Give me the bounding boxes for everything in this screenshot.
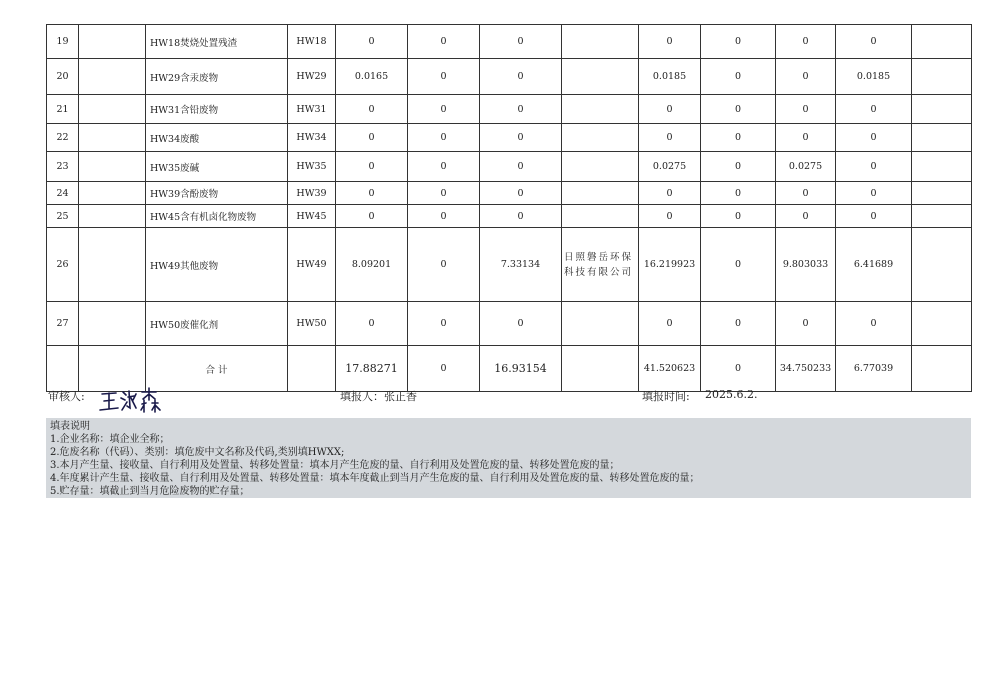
- disposal-company: [562, 25, 639, 59]
- empty-cell: [912, 182, 972, 205]
- row-index: 19: [47, 25, 79, 59]
- empty-cell: [79, 205, 146, 228]
- quantity-cell: 0: [776, 124, 836, 152]
- disposal-company: [562, 182, 639, 205]
- table-row: [47, 59, 972, 95]
- disposal-company: [562, 59, 639, 95]
- total-cell: 16.93154: [480, 346, 562, 392]
- instruction-line: 5.贮存量：填截止到当月危险废物的贮存量；: [50, 486, 250, 497]
- hazardous-waste-table: [46, 24, 972, 392]
- quantity-cell: 0: [836, 95, 912, 124]
- quantity-cell: 0: [336, 152, 408, 182]
- waste-code: HW18: [288, 25, 336, 59]
- quantity-cell: 0: [639, 205, 701, 228]
- quantity-cell: 16.219923: [639, 228, 701, 302]
- table-row: [47, 302, 972, 346]
- quantity-cell: 0: [701, 95, 776, 124]
- waste-name: HW18焚烧处置残渣: [146, 25, 288, 59]
- quantity-cell: 0.0185: [639, 59, 701, 95]
- waste-name: HW45含有机卤化物废物: [146, 205, 288, 228]
- quantity-cell: 0: [408, 25, 480, 59]
- quantity-cell: 0: [836, 182, 912, 205]
- row-index: 24: [47, 182, 79, 205]
- quantity-cell: 0: [776, 25, 836, 59]
- disposal-company: [562, 95, 639, 124]
- waste-name: HW34废酸: [146, 124, 288, 152]
- quantity-cell: 0: [408, 182, 480, 205]
- disposal-company: 日照磐岳环保科技有限公司: [562, 228, 639, 302]
- quantity-cell: 0: [480, 59, 562, 95]
- quantity-cell: 0: [639, 95, 701, 124]
- waste-code: HW35: [288, 152, 336, 182]
- waste-name: HW35废碱: [146, 152, 288, 182]
- quantity-cell: 0: [836, 205, 912, 228]
- waste-name: HW31含铅废物: [146, 95, 288, 124]
- empty-cell: [912, 95, 972, 124]
- quantity-cell: 0: [408, 228, 480, 302]
- filler: 填报人：张正香: [340, 390, 417, 403]
- disposal-company: [562, 124, 639, 152]
- quantity-cell: 0: [776, 205, 836, 228]
- table-row: [47, 228, 972, 302]
- empty-cell: [912, 124, 972, 152]
- row-index: 20: [47, 59, 79, 95]
- instruction-line: 4.年度累计产生量、接收量、自行利用及处置量、转移处置量：填本年度截止到当月产生危废的量、自行利用及处置危废的量、转移处置危废的量；: [50, 473, 700, 484]
- quantity-cell: 0: [336, 124, 408, 152]
- disposal-company: [562, 152, 639, 182]
- total-cell: 34.750233: [776, 346, 836, 392]
- instruction-line: 2.危废名称（代码）、类别：填危废中文名称及代码,类别填HWXX;: [50, 447, 345, 458]
- quantity-cell: 0: [480, 95, 562, 124]
- quantity-cell: 0: [408, 95, 480, 124]
- quantity-cell: 8.09201: [336, 228, 408, 302]
- empty-cell: [912, 25, 972, 59]
- quantity-cell: 0.0275: [639, 152, 701, 182]
- instruction-line: 3.本月产生量、接收量、自行利用及处置量、转移处置量：填本月产生危废的量、自行利用及处置危废的量、转移处置危废的量；: [50, 460, 620, 471]
- quantity-cell: 0: [480, 302, 562, 346]
- waste-code: HW34: [288, 124, 336, 152]
- quantity-cell: 0: [480, 124, 562, 152]
- empty-cell: [912, 152, 972, 182]
- instruction-line: 1.企业名称：填企业全称；: [50, 434, 170, 445]
- row-index: 23: [47, 152, 79, 182]
- waste-name: HW29含汞废物: [146, 59, 288, 95]
- quantity-cell: 0: [408, 205, 480, 228]
- quantity-cell: 0: [408, 302, 480, 346]
- empty-cell: [79, 228, 146, 302]
- report-time-label: 填报时间:: [642, 390, 690, 403]
- table-row: [47, 182, 972, 205]
- quantity-cell: 0: [408, 152, 480, 182]
- disposal-company: [562, 205, 639, 228]
- quantity-cell: 0: [701, 205, 776, 228]
- reviewer-signature: [98, 386, 162, 414]
- instructions-title: 填表说明: [50, 421, 90, 432]
- quantity-cell: 0.0275: [776, 152, 836, 182]
- quantity-cell: 0: [776, 59, 836, 95]
- quantity-cell: 0: [480, 152, 562, 182]
- quantity-cell: 0: [336, 25, 408, 59]
- total-cell: 41.520623: [639, 346, 701, 392]
- quantity-cell: 0: [701, 228, 776, 302]
- report-time-value: 2025.6.2.: [705, 388, 758, 401]
- total-label: 合 计: [146, 346, 288, 392]
- quantity-cell: 0: [639, 124, 701, 152]
- waste-code: HW31: [288, 95, 336, 124]
- quantity-cell: 0: [701, 182, 776, 205]
- empty-cell: [79, 182, 146, 205]
- quantity-cell: 0: [336, 182, 408, 205]
- empty-cell: [79, 95, 146, 124]
- quantity-cell: 0.0185: [836, 59, 912, 95]
- quantity-cell: 7.33134: [480, 228, 562, 302]
- quantity-cell: 0: [836, 152, 912, 182]
- quantity-cell: 0: [836, 124, 912, 152]
- empty-cell: [79, 152, 146, 182]
- quantity-cell: 0: [639, 25, 701, 59]
- empty-cell: [912, 228, 972, 302]
- quantity-cell: 0: [836, 302, 912, 346]
- quantity-cell: 0: [336, 95, 408, 124]
- total-row: [47, 346, 972, 392]
- quantity-cell: 9.803033: [776, 228, 836, 302]
- waste-code: HW29: [288, 59, 336, 95]
- table-row: [47, 25, 972, 59]
- total-cell: 0: [701, 346, 776, 392]
- quantity-cell: 0: [776, 95, 836, 124]
- quantity-cell: 0: [408, 59, 480, 95]
- empty-cell: [79, 25, 146, 59]
- empty-cell: [912, 205, 972, 228]
- table-row: [47, 205, 972, 228]
- table-body: [47, 25, 972, 346]
- disposal-company: [562, 302, 639, 346]
- quantity-cell: 0: [408, 124, 480, 152]
- row-index: 22: [47, 124, 79, 152]
- quantity-cell: 0: [639, 182, 701, 205]
- quantity-cell: 0: [701, 25, 776, 59]
- quantity-cell: 0.0165: [336, 59, 408, 95]
- quantity-cell: 0: [336, 205, 408, 228]
- empty-cell: [912, 302, 972, 346]
- total-cell: 6.77039: [836, 346, 912, 392]
- empty-cell: [79, 124, 146, 152]
- row-index: 26: [47, 228, 79, 302]
- waste-code: HW45: [288, 205, 336, 228]
- quantity-cell: 0: [776, 302, 836, 346]
- waste-code: HW50: [288, 302, 336, 346]
- instructions-box: [46, 418, 971, 498]
- empty-cell: [912, 59, 972, 95]
- quantity-cell: 0: [480, 25, 562, 59]
- waste-code: HW49: [288, 228, 336, 302]
- empty-cell: [79, 302, 146, 346]
- quantity-cell: 0: [701, 59, 776, 95]
- table-row: [47, 124, 972, 152]
- waste-name: HW50废催化剂: [146, 302, 288, 346]
- table-row: [47, 95, 972, 124]
- quantity-cell: 0: [480, 205, 562, 228]
- reviewer-label: 审核人:: [48, 390, 85, 403]
- quantity-cell: 0: [701, 302, 776, 346]
- quantity-cell: 6.41689: [836, 228, 912, 302]
- quantity-cell: 0: [701, 124, 776, 152]
- quantity-cell: 0: [480, 182, 562, 205]
- quantity-cell: 0: [701, 152, 776, 182]
- empty-cell: [79, 59, 146, 95]
- total-cell: 0: [408, 346, 480, 392]
- quantity-cell: 0: [639, 302, 701, 346]
- row-index: 21: [47, 95, 79, 124]
- row-index: 25: [47, 205, 79, 228]
- row-index: 27: [47, 302, 79, 346]
- waste-name: HW39含酚废物: [146, 182, 288, 205]
- waste-name: HW49其他废物: [146, 228, 288, 302]
- quantity-cell: 0: [336, 302, 408, 346]
- quantity-cell: 0: [776, 182, 836, 205]
- table-row: [47, 152, 972, 182]
- waste-code: HW39: [288, 182, 336, 205]
- total-cell: 17.88271: [336, 346, 408, 392]
- quantity-cell: 0: [836, 25, 912, 59]
